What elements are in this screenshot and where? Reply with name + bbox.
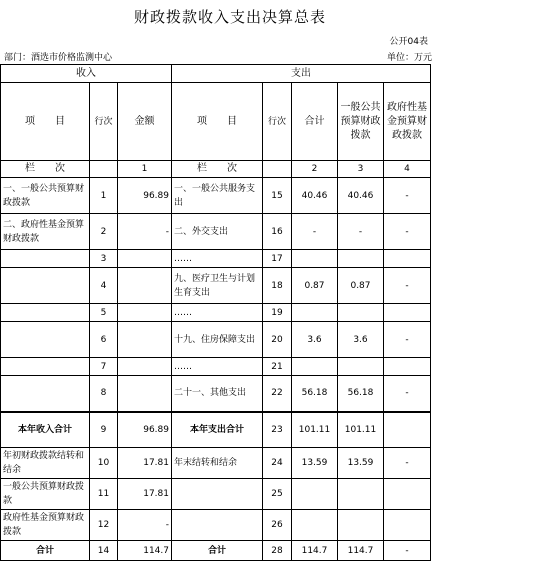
- expense-item-cell: 二、外交支出: [172, 214, 263, 250]
- expense-total-cell: 56.18: [292, 376, 338, 412]
- income-line-no-cell: 5: [90, 304, 118, 322]
- income-line-no-cell: 4: [90, 268, 118, 304]
- expense-total-cell: 13.59: [292, 448, 338, 479]
- income-item-cell: 一、一般公共预算财政拨款: [1, 178, 90, 214]
- expense-total-cell: [292, 250, 338, 268]
- table-row: [1, 358, 431, 376]
- summary-table: [0, 64, 431, 561]
- income-amount-cell: 96.89: [118, 178, 172, 214]
- table-row: [1, 214, 431, 250]
- expense-item-cell: 本年支出合计: [172, 412, 263, 448]
- expense-total-cell: [292, 358, 338, 376]
- expense-general-budget-cell: 56.18: [338, 376, 384, 412]
- expense-general-budget-cell: [338, 358, 384, 376]
- income-line-no-cell: 1: [90, 178, 118, 214]
- col-index-1: 1: [118, 161, 172, 178]
- expense-line-no-cell: 24: [263, 448, 292, 479]
- expense-line-no-cell: 22: [263, 376, 292, 412]
- table-row: [1, 510, 431, 541]
- income-item-cell: 二、政府性基金预算财政拨款: [1, 214, 90, 250]
- gov-fund-header: 政府性基金预算财政拨款: [384, 83, 431, 161]
- income-amount-cell: 96.89: [118, 412, 172, 448]
- expense-gov-fund-cell: -: [384, 448, 431, 479]
- income-line-no-cell: 7: [90, 358, 118, 376]
- income-line-no-cell: 9: [90, 412, 118, 448]
- form-code: 公开04表: [389, 37, 428, 47]
- col-index-3: 3: [338, 161, 384, 178]
- income-amount-cell: 17.81: [118, 448, 172, 479]
- page-title: 财政拨款收入支出决算总表: [133, 8, 326, 26]
- income-line-no-cell: 2: [90, 214, 118, 250]
- expense-gov-fund-cell: [384, 358, 431, 376]
- expense-line-no-cell: 16: [263, 214, 292, 250]
- income-item-cell: 合计: [1, 541, 90, 561]
- income-item-cell: [1, 322, 90, 358]
- expense-general-budget-cell: 13.59: [338, 448, 384, 479]
- income-amount-cell: [118, 250, 172, 268]
- expense-item-cell: 合计: [172, 541, 263, 561]
- income-line-no-cell: 11: [90, 479, 118, 510]
- table-row: [1, 322, 431, 358]
- expense-line-no-cell: 23: [263, 412, 292, 448]
- amount-header: 金额: [118, 83, 172, 161]
- expense-item-cell: 年末结转和结余: [172, 448, 263, 479]
- col-index-label-left: 栏 次: [1, 161, 90, 178]
- expense-item-cell: 九、医疗卫生与计划生育支出: [172, 268, 263, 304]
- expense-gov-fund-cell: [384, 304, 431, 322]
- expense-item-cell: [172, 479, 263, 510]
- table-row: [1, 448, 431, 479]
- expense-line-no-cell: 19: [263, 304, 292, 322]
- expense-line-no-cell: 15: [263, 178, 292, 214]
- income-line-no-cell: 8: [90, 376, 118, 412]
- table-row: [1, 304, 431, 322]
- expense-line-no-cell: 17: [263, 250, 292, 268]
- expense-item-cell: ……: [172, 304, 263, 322]
- table-row: [1, 178, 431, 214]
- expense-general-budget-cell: 101.11: [338, 412, 384, 448]
- expense-general-budget-cell: 3.6: [338, 322, 384, 358]
- income-amount-cell: [118, 376, 172, 412]
- income-line-header: 行次: [90, 83, 118, 161]
- expense-line-no-cell: 28: [263, 541, 292, 561]
- unit-label: 单位：万元: [386, 53, 432, 63]
- expense-header: 支出: [172, 65, 431, 83]
- expense-gov-fund-cell: -: [384, 214, 431, 250]
- income-line-no-cell: 6: [90, 322, 118, 358]
- expense-gov-fund-cell: -: [384, 268, 431, 304]
- expense-line-no-cell: 20: [263, 322, 292, 358]
- expense-general-budget-cell: 0.87: [338, 268, 384, 304]
- income-line-no-cell: 14: [90, 541, 118, 561]
- expense-gov-fund-cell: [384, 250, 431, 268]
- meta-line: [4, 50, 432, 63]
- expense-line-no-cell: 21: [263, 358, 292, 376]
- income-item-cell: [1, 268, 90, 304]
- expense-gov-fund-cell: -: [384, 541, 431, 561]
- expense-gov-fund-cell: -: [384, 178, 431, 214]
- income-item-cell: [1, 304, 90, 322]
- expense-item-header: 项 目: [172, 83, 263, 161]
- income-item-cell: 本年收入合计: [1, 412, 90, 448]
- expense-total-cell: [292, 304, 338, 322]
- expense-total-cell: 40.46: [292, 178, 338, 214]
- col-index-4: 4: [384, 161, 431, 178]
- table-row: [1, 412, 431, 448]
- expense-total-cell: 101.11: [292, 412, 338, 448]
- table-row: [1, 479, 431, 510]
- expense-general-budget-cell: [338, 250, 384, 268]
- expense-gov-fund-cell: [384, 412, 431, 448]
- table-row: [1, 541, 431, 561]
- income-amount-cell: [118, 322, 172, 358]
- col-index-label-right: 栏 次: [172, 161, 263, 178]
- expense-general-budget-cell: -: [338, 214, 384, 250]
- income-amount-cell: -: [118, 510, 172, 541]
- total-header: 合计: [292, 83, 338, 161]
- income-amount-cell: [118, 304, 172, 322]
- income-item-cell: 年初财政拨款结转和结余: [1, 448, 90, 479]
- income-item-header: 项 目: [1, 83, 90, 161]
- expense-gov-fund-cell: [384, 479, 431, 510]
- income-item-cell: [1, 376, 90, 412]
- income-line-no-cell: 3: [90, 250, 118, 268]
- expense-item-cell: ……: [172, 358, 263, 376]
- income-line-no-cell: 10: [90, 448, 118, 479]
- expense-total-cell: 3.6: [292, 322, 338, 358]
- expense-item-cell: 二十一、其他支出: [172, 376, 263, 412]
- expense-gov-fund-cell: [384, 510, 431, 541]
- header-row-2: [1, 83, 431, 161]
- expense-line-no-cell: 18: [263, 268, 292, 304]
- income-amount-cell: -: [118, 214, 172, 250]
- expense-general-budget-cell: [338, 510, 384, 541]
- expense-gov-fund-cell: -: [384, 376, 431, 412]
- table-row: [1, 268, 431, 304]
- col-index-blank: [90, 161, 118, 178]
- expense-total-cell: -: [292, 214, 338, 250]
- department-label: 部门：酒选市价格监测中心: [4, 53, 113, 63]
- expense-line-no-cell: 25: [263, 479, 292, 510]
- income-amount-cell: 17.81: [118, 479, 172, 510]
- income-amount-cell: [118, 268, 172, 304]
- table-row: [1, 376, 431, 412]
- expense-item-cell: 一、一般公共服务支出: [172, 178, 263, 214]
- expense-general-budget-cell: 40.46: [338, 178, 384, 214]
- col-index-blank: [263, 161, 292, 178]
- expense-total-cell: 114.7: [292, 541, 338, 561]
- expense-item-cell: [172, 510, 263, 541]
- expense-total-cell: 0.87: [292, 268, 338, 304]
- expense-gov-fund-cell: -: [384, 322, 431, 358]
- income-header: 收入: [1, 65, 172, 83]
- col-index-2: 2: [292, 161, 338, 178]
- income-item-cell: [1, 250, 90, 268]
- column-index-row: [1, 161, 431, 178]
- income-item-cell: [1, 358, 90, 376]
- expense-item-cell: ……: [172, 250, 263, 268]
- general-budget-header: 一般公共预算财政拨款: [338, 83, 384, 161]
- expense-line-header: 行次: [263, 83, 292, 161]
- header-row-1: [1, 65, 431, 83]
- income-line-no-cell: 12: [90, 510, 118, 541]
- income-amount-cell: [118, 358, 172, 376]
- income-amount-cell: 114.7: [118, 541, 172, 561]
- expense-total-cell: [292, 510, 338, 541]
- income-item-cell: 一般公共预算财政拨款: [1, 479, 90, 510]
- income-item-cell: 政府性基金预算财政拨款: [1, 510, 90, 541]
- expense-general-budget-cell: 114.7: [338, 541, 384, 561]
- expense-item-cell: 十九、住房保障支出: [172, 322, 263, 358]
- table-row: [1, 250, 431, 268]
- expense-line-no-cell: 26: [263, 510, 292, 541]
- expense-general-budget-cell: [338, 479, 384, 510]
- expense-general-budget-cell: [338, 304, 384, 322]
- expense-total-cell: [292, 479, 338, 510]
